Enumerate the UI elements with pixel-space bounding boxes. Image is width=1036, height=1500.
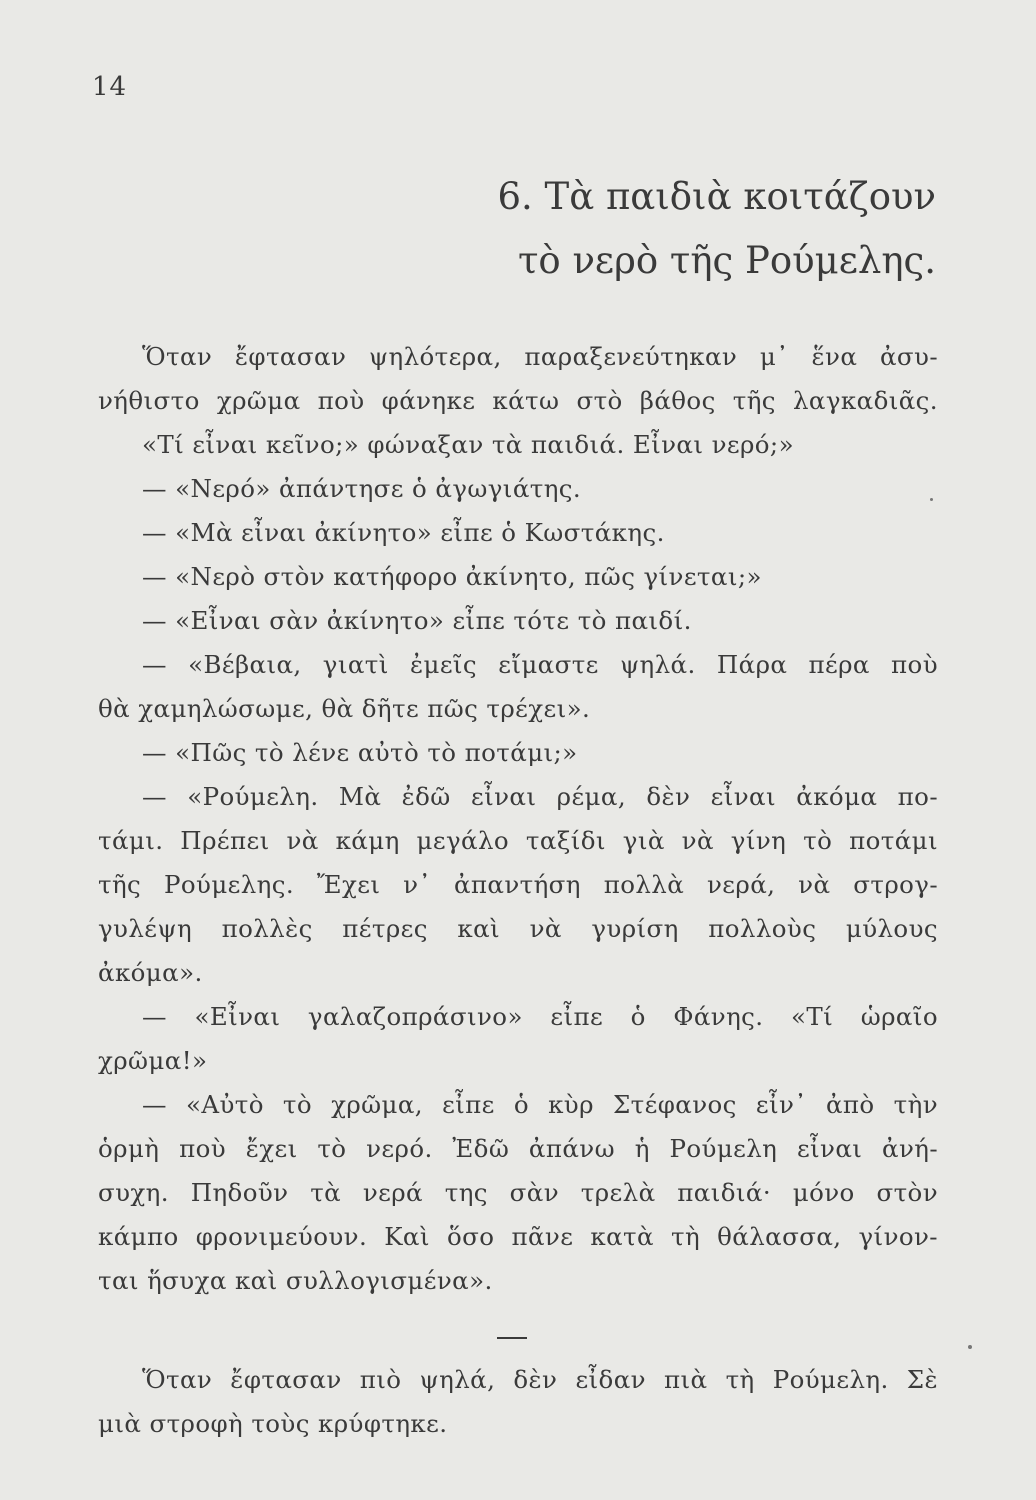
paper-speck: [930, 498, 933, 501]
text-line: ὁρμὴ ποὺ ἔχει τὸ νερό. Ἐδῶ ἀπάνω ἡ Ρούμελη εἶναι ἀνή-: [98, 1134, 938, 1163]
text-line: θὰ χαμηλώσωμε, θὰ δῆτε πῶς τρέχει».: [98, 694, 591, 723]
text-line: «Τί εἶναι κεῖνο;» φώναξαν τὰ παιδιά. Εἶναι νερό;»: [142, 430, 794, 459]
text-line: ἀκόμα».: [98, 958, 203, 987]
text-line: — «Εἶναι γαλαζοπράσινο» εἶπε ὁ Φάνης. «Τί ὡραῖο: [142, 1002, 938, 1031]
text-line: τάμι. Πρέπει νὰ κάμη μεγάλο ταξίδι γιὰ νὰ γίνη τὸ ποτάμι: [98, 826, 938, 855]
text-line: — «Μὰ εἶναι ἀκίνητο» εἶπε ὁ Κωστάκης.: [142, 518, 665, 547]
text-line: — «Αὐτὸ τὸ χρῶμα, εἶπε ὁ κὺρ Στέφανος εἶν᾽ ἀπὸ τὴν: [142, 1090, 938, 1119]
text-line: Ὅταν ἔφτασαν ψηλότερα, παραξενεύτηκαν μ᾽ ἕνα ἀσυ-: [142, 342, 938, 371]
text-line: μιὰ στροφὴ τοὺς κρύφτηκε.: [98, 1409, 448, 1438]
text-line: — «Βέβαια, γιατὶ ἐμεῖς εἴμαστε ψηλά. Πάρα πέρα ποὺ: [142, 650, 938, 679]
text-line: γυλέψη πολλὲς πέτρες καὶ νὰ γυρίση πολλοὺς μύλους: [98, 914, 938, 943]
page-number: 14: [92, 72, 128, 102]
text-line: συχη. Πηδοῦν τὰ νερά της σὰν τρελὰ παιδιά· μόνο στὸν: [98, 1178, 938, 1207]
section-separator: [497, 1337, 527, 1339]
text-line: Ὅταν ἔφτασαν πιὸ ψηλά, δὲν εἶδαν πιὰ τὴ Ρούμελη. Σὲ: [142, 1365, 938, 1394]
text-line: — «Νερὸ στὸν κατήφορο ἀκίνητο, πῶς γίνεται;»: [142, 562, 762, 591]
chapter-title-line-2: τὸ νερὸ τῆς Ρούμελης.: [517, 239, 936, 282]
chapter-title-line-1: 6. Τὰ παιδιὰ κοιτάζουν: [497, 175, 936, 218]
text-line: νήθιστο χρῶμα ποὺ φάνηκε κάτω στὸ βάθος τῆς λαγκαδιᾶς.: [98, 386, 938, 415]
text-line: — «Πῶς τὸ λένε αὐτὸ τὸ ποτάμι;»: [142, 738, 578, 767]
text-line: ται ἥσυχα καὶ συλλογισμένα».: [98, 1266, 493, 1295]
text-line: — «Εἶναι σὰν ἀκίνητο» εἶπε τότε τὸ παιδί.: [142, 606, 692, 635]
text-line: κάμπο φρονιμεύουν. Καὶ ὅσο πᾶνε κατὰ τὴ θάλασσα, γίνον-: [98, 1222, 938, 1251]
text-line: τῆς Ρούμελης. Ἔχει ν᾽ ἀπαντήση πολλὰ νερά, νὰ στρογ-: [98, 870, 938, 899]
text-line: — «Νερό» ἀπάντησε ὁ ἀγωγιάτης.: [142, 474, 582, 503]
text-line: — «Ρούμελη. Μὰ ἐδῶ εἶναι ρέμα, δὲν εἶναι ἀκόμα πο-: [142, 782, 938, 811]
closing-text: [98, 1358, 938, 1446]
paper-speck: [968, 1345, 972, 1349]
chapter-title: [497, 165, 936, 293]
text-line: χρῶμα!»: [98, 1046, 208, 1075]
body-text: [98, 335, 938, 1303]
